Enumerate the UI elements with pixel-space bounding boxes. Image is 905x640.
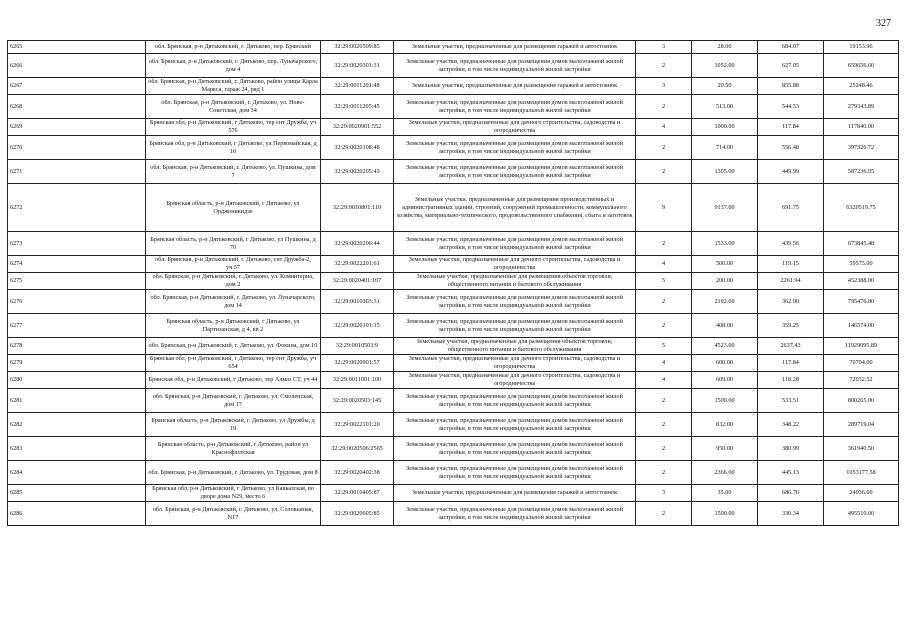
address-cell: Брянская область, р-н Дятьковский, г Дятьково, ул Пушкина, д 70 [146, 232, 321, 256]
row-id-cell: 6278 [8, 338, 146, 355]
table-row [8, 290, 899, 314]
table-row [8, 314, 899, 338]
row-id-cell: 6271 [8, 160, 146, 184]
cadastral-number-cell: 32:29:0020205:43 [321, 160, 394, 184]
unit-value-cell: 445.13 [758, 461, 824, 485]
row-id-cell: 6284 [8, 461, 146, 485]
cadastral-value-cell: 70704.00 [824, 355, 899, 372]
cadastral-number-cell: 32:29:0010405:87 [321, 485, 394, 502]
table-row [8, 355, 899, 372]
unit-value-cell: 686.76 [758, 485, 824, 502]
cadastral-number-cell: 32:29:0010801:110 [321, 184, 394, 232]
cadastral-value-cell: 279343.89 [824, 95, 899, 119]
cadastral-number-cell: 32:29:0020206:44 [321, 232, 394, 256]
land-use-cell: Земельные участки, предназначенные для размещения домов малоэтажной жилой застройки, в том числе индивидуальной жилой застройки [394, 502, 636, 526]
land-use-cell: Земельные участки, предназначенные для размещения домов малоэтажной жилой застройки, в том числе индивидуальной жилой застройки [394, 160, 636, 184]
group-cell: 3 [636, 78, 692, 95]
row-id-cell: 6277 [8, 314, 146, 338]
address-cell: обл. Брянская, р-н Дятьковский, г. Дятьково, пер. Луначарского, дом 4 [146, 54, 321, 78]
table-row [8, 95, 899, 119]
area-cell: 200.00 [692, 273, 758, 290]
row-id-cell: 6286 [8, 502, 146, 526]
cadastral-number-cell: 32:29:0022201:61 [321, 256, 394, 273]
cadastral-value-cell: 289719.04 [824, 413, 899, 437]
land-use-cell: Земельные участки, предназначенные для размещения домов малоэтажной жилой застройки, в том числе индивидуальной жилой застройки [394, 290, 636, 314]
address-cell: Брянская область, р-н Дятьковский, г Дятьково, ул Орджоникидзе [146, 184, 321, 232]
group-cell: 2 [636, 54, 692, 78]
cadastral-value-cell: 800265.00 [824, 389, 899, 413]
row-id-cell: 6280 [8, 372, 146, 389]
land-use-cell: Земельные участки, предназначенные для размещения производственных и административных зданий, строений, сооружений промышленности, коммунального хозяйства, материально-технического, продовольственного снабжения, сбыта и заготовок [394, 184, 636, 232]
unit-value-cell: 362.90 [758, 290, 824, 314]
cadastral-number-cell: 32:29:0020506:2565 [321, 437, 394, 461]
row-id-cell: 6265 [8, 41, 146, 54]
area-cell: 1533.00 [692, 232, 758, 256]
row-id-cell: 6267 [8, 78, 146, 95]
table-row [8, 41, 899, 54]
unit-value-cell: 855.88 [758, 78, 824, 95]
address-cell: обл. Брянская, р-н Дятьковский, г. Дятьково, ул. Смоленская, дом 17 [146, 389, 321, 413]
unit-value-cell: 439.56 [758, 232, 824, 256]
area-cell: 1000.00 [692, 119, 758, 136]
land-use-cell: Земельные участки, предназначенные для размещения домов малоэтажной жилой застройки, в том числе индивидуальной жилой застройки [394, 232, 636, 256]
area-cell: 1052.00 [692, 54, 758, 78]
unit-value-cell: 117.84 [758, 355, 824, 372]
cadastral-value-cell: 659656.60 [824, 54, 899, 78]
land-use-cell: Земельные участки, предназначенные для размещения объектов торговли, общественного питания и бытового обслуживания [394, 338, 636, 355]
cadastral-number-cell: 32:29:0011001:100 [321, 372, 394, 389]
land-use-cell: Земельные участки, предназначенные для размещения гаражей и автостоянок [394, 41, 636, 54]
area-cell: 9137.00 [692, 184, 758, 232]
land-use-cell: Земельные участки, предназначенные для дачного строительства, садоводства и огородничества [394, 372, 636, 389]
cadastral-number-cell: 32:29:0011201:48 [321, 78, 394, 95]
unit-value-cell: 117.84 [758, 119, 824, 136]
table-row [8, 338, 899, 355]
unit-value-cell: 684.07 [758, 41, 824, 54]
table-row [8, 485, 899, 502]
group-cell: 5 [636, 338, 692, 355]
table-row [8, 136, 899, 160]
cadastral-value-cell: 25248.46 [824, 78, 899, 95]
address-cell: обл. Брянская, р-н Дятьковский, г. Дятьково, пер. Брянский [146, 41, 321, 54]
cadastral-value-cell: 361940.50 [824, 437, 899, 461]
group-cell: 4 [636, 256, 692, 273]
land-use-cell: Земельные участки, предназначенные для размещения гаражей и автостоянок [394, 78, 636, 95]
area-cell: 513.00 [692, 95, 758, 119]
unit-value-cell: 627.05 [758, 54, 824, 78]
group-cell: 4 [636, 355, 692, 372]
address-cell: Брянская обл, р-н Дятьковский, г Дятьково, тер снт Дружба, уч 654 [146, 355, 321, 372]
row-id-cell: 6270 [8, 136, 146, 160]
cadastral-value-cell: 146574.00 [824, 314, 899, 338]
group-cell: 5 [636, 273, 692, 290]
cadastral-number-cell: 32:29:0022101:20 [321, 413, 394, 437]
row-id-cell: 6266 [8, 54, 146, 78]
table-row [8, 232, 899, 256]
land-use-cell: Земельные участки, предназначенные для размещения гаражей и автостоянок [394, 485, 636, 502]
table-row [8, 389, 899, 413]
unit-value-cell: 380.99 [758, 437, 824, 461]
row-id-cell: 6268 [8, 95, 146, 119]
address-cell: обл. Брянская, р-н Дятьковский, г. Дятьково, ул. Соловьиная, N17 [146, 502, 321, 526]
table-row [8, 78, 899, 95]
cadastral-number-cell: 32:29:0020605:85 [321, 502, 394, 526]
area-cell: 500.00 [692, 256, 758, 273]
address-cell: обл. Брянская, р-н Дятьковский, г. Дятьково, ул. Пушкина, дом 7 [146, 160, 321, 184]
land-use-cell: Земельные участки, предназначенные для дачного строительства, садоводства и огородничества [394, 355, 636, 372]
cadastral-value-cell: 495510.00 [824, 502, 899, 526]
land-use-cell: Земельные участки, предназначенные для размещения домов малоэтажной жилой застройки, в том числе индивидуальной жилой застройки [394, 437, 636, 461]
table-row [8, 372, 899, 389]
group-cell: 9 [636, 184, 692, 232]
cadastral-number-cell: 32:29:0011205:45 [321, 95, 394, 119]
row-id-cell: 6283 [8, 437, 146, 461]
table-row [8, 461, 899, 485]
address-cell: Брянская обл, р-н Дятьковский, г Дятьково, тер снт Дружба, уч 576 [146, 119, 321, 136]
unit-value-cell: 544.53 [758, 95, 824, 119]
cadastral-number-cell: 32:29:0020402:38 [321, 461, 394, 485]
address-cell: обл. Брянская, р-н Дятьковский, г. Дятьково, ул. Ново-Советская, дом 34 [146, 95, 321, 119]
unit-value-cell: 118.28 [758, 372, 824, 389]
land-use-cell: Земельные участки, предназначенные для дачного строительства, садоводства и огородничества [394, 119, 636, 136]
cadastral-value-cell: 673845.48 [824, 232, 899, 256]
address-cell: обл. Брянская, р-н Дятьковский, г. Дятьково, ул. Фокина, дом 10 [146, 338, 321, 355]
cadastral-number-cell: 32:29:0020301:31 [321, 54, 394, 78]
unit-value-cell: 330.34 [758, 502, 824, 526]
address-cell: Брянская область, р-н Дятьковский, г. Дятьково, ул Дружбы, д 19 [146, 413, 321, 437]
land-plot-table [7, 40, 899, 526]
cadastral-value-cell: 117840.00 [824, 119, 899, 136]
area-cell: 1500.00 [692, 389, 758, 413]
group-cell: 2 [636, 290, 692, 314]
unit-value-cell: 119.15 [758, 256, 824, 273]
row-id-cell: 6269 [8, 119, 146, 136]
area-cell: 950.00 [692, 437, 758, 461]
cadastral-number-cell: 32:29:0020901:552 [321, 119, 394, 136]
cadastral-number-cell: 32:29:0010503:9 [321, 338, 394, 355]
unit-value-cell: 533.51 [758, 389, 824, 413]
address-cell: обл. Брянская, р-н Дятьковский, г. Дятьково, снт Дружба-2, уч.57 [146, 256, 321, 273]
cadastral-number-cell: 32:29:0010303:31 [321, 290, 394, 314]
land-use-cell: Земельные участки, предназначенные для размещения домов малоэтажной жилой застройки, в том числе индивидуальной жилой застройки [394, 389, 636, 413]
cadastral-value-cell: 11929095.89 [824, 338, 899, 355]
group-cell: 3 [636, 41, 692, 54]
area-cell: 714.00 [692, 136, 758, 160]
area-cell: 1500.00 [692, 502, 758, 526]
row-id-cell: 6282 [8, 413, 146, 437]
land-use-cell: Земельные участки, предназначенные для размещения домов малоэтажной жилой застройки, в том числе индивидуальной жилой застройки [394, 413, 636, 437]
row-id-cell: 6273 [8, 232, 146, 256]
group-cell: 2 [636, 136, 692, 160]
address-cell: Брянская область, р-н Дятьковский, г Дятьково, ул Партизанская, д 4, кв 2 [146, 314, 321, 338]
address-cell: Брянская обл, р-н Дятьковский, г Дятьково, ул Первомайская, д 10 [146, 136, 321, 160]
address-cell: Брянская область, р-н Дятьковский, г Дятьково, район ул Краснофлотская [146, 437, 321, 461]
land-use-cell: Земельные участки, предназначенные для размещения домов малоэтажной жилой застройки, в том числе индивидуальной жилой застройки [394, 314, 636, 338]
land-use-cell: Земельные участки, предназначенные для размещения домов малоэтажной жилой застройки, в том числе индивидуальной жилой застройки [394, 461, 636, 485]
unit-value-cell: 691.75 [758, 184, 824, 232]
address-cell: обл. Брянская, р-н Дятьковский, г. Дятьково, ул. Коминтерна, дом 2 [146, 273, 321, 290]
area-cell: 29.50 [692, 78, 758, 95]
group-cell: 4 [636, 372, 692, 389]
area-cell: 600.00 [692, 355, 758, 372]
land-use-cell: Земельные участки, предназначенные для размещения объектов торговли, общественного питания и бытового обслуживания [394, 273, 636, 290]
area-cell: 4523.00 [692, 338, 758, 355]
cadastral-value-cell: 24036.60 [824, 485, 899, 502]
table-row [8, 54, 899, 78]
area-cell: 2192.00 [692, 290, 758, 314]
unit-value-cell: 449.99 [758, 160, 824, 184]
group-cell: 2 [636, 502, 692, 526]
address-cell: Брянская обл, р-н Дятьковский, г Дятьково, ул Кавказская, во дворе дома N29, место 6 [146, 485, 321, 502]
cadastral-number-cell: 32:29:0020503:145 [321, 389, 394, 413]
group-cell: 2 [636, 160, 692, 184]
cadastral-value-cell: 1053177.58 [824, 461, 899, 485]
table-row [8, 119, 899, 136]
area-cell: 28.00 [692, 41, 758, 54]
table-row [8, 256, 899, 273]
area-cell: 35.00 [692, 485, 758, 502]
cadastral-number-cell: 32:29:0020108:48 [321, 136, 394, 160]
unit-value-cell: 359.25 [758, 314, 824, 338]
group-cell: 2 [636, 314, 692, 338]
cadastral-value-cell: 19153.96 [824, 41, 899, 54]
table-row [8, 413, 899, 437]
unit-value-cell: 556.48 [758, 136, 824, 160]
unit-value-cell: 348.22 [758, 413, 824, 437]
row-id-cell: 6275 [8, 273, 146, 290]
group-cell: 3 [636, 485, 692, 502]
cadastral-number-cell: 32:29:0020901:57 [321, 355, 394, 372]
table-row [8, 160, 899, 184]
group-cell: 2 [636, 413, 692, 437]
table-row [8, 273, 899, 290]
land-use-cell: Земельные участки, предназначенные для дачного строительства, садоводства и огородничества [394, 256, 636, 273]
group-cell: 2 [636, 95, 692, 119]
row-id-cell: 6279 [8, 355, 146, 372]
cadastral-value-cell: 587236.95 [824, 160, 899, 184]
group-cell: 2 [636, 461, 692, 485]
row-id-cell: 6276 [8, 290, 146, 314]
land-use-cell: Земельные участки, предназначенные для размещения домов малоэтажной жилой застройки, в том числе индивидуальной жилой застройки [394, 54, 636, 78]
cadastral-value-cell: 795476.80 [824, 290, 899, 314]
cadastral-value-cell: 72032.52 [824, 372, 899, 389]
address-cell: обл. Брянская, р-н Дятьковский, г. Дятьково, ул. Луначарского, дом 14 [146, 290, 321, 314]
group-cell: 2 [636, 437, 692, 461]
address-cell: обл. Брянская, р-н Дятьковский, г. Дятьково, район улицы Карла Маркса, гараж 24, ряд 1 [146, 78, 321, 95]
cadastral-number-cell: 32:29:0020509:85 [321, 41, 394, 54]
row-id-cell: 6285 [8, 485, 146, 502]
group-cell: 2 [636, 232, 692, 256]
unit-value-cell: 2261.94 [758, 273, 824, 290]
area-cell: 2366.00 [692, 461, 758, 485]
cadastral-value-cell: 397326.72 [824, 136, 899, 160]
area-cell: 1305.00 [692, 160, 758, 184]
area-cell: 408.00 [692, 314, 758, 338]
address-cell: обл. Брянская, р-н Дятьковский, г. Дятьково, ул. Трудовая, дом 8 [146, 461, 321, 485]
address-cell: Брянская обл, р-н Дятьковский, г Дятьково, тер Алмаз СТ, уч 44 [146, 372, 321, 389]
cadastral-value-cell: 6320519.75 [824, 184, 899, 232]
table-row [8, 437, 899, 461]
land-use-cell: Земельные участки, предназначенные для размещения домов малоэтажной жилой застройки, в том числе индивидуальной жилой застройки [394, 95, 636, 119]
cadastral-number-cell: 32:29:0020401:107 [321, 273, 394, 290]
unit-value-cell: 2637.43 [758, 338, 824, 355]
area-cell: 832.00 [692, 413, 758, 437]
row-id-cell: 6274 [8, 256, 146, 273]
row-id-cell: 6272 [8, 184, 146, 232]
table-row [8, 502, 899, 526]
table-row [8, 184, 899, 232]
page-number: 327 [876, 18, 891, 29]
cadastral-value-cell: 452388.00 [824, 273, 899, 290]
cadastral-value-cell: 59575.00 [824, 256, 899, 273]
land-use-cell: Земельные участки, предназначенные для размещения домов малоэтажной жилой застройки, в том числе индивидуальной жилой застройки [394, 136, 636, 160]
cadastral-number-cell: 32:29:0020101:15 [321, 314, 394, 338]
group-cell: 4 [636, 119, 692, 136]
table-body [8, 41, 899, 526]
row-id-cell: 6281 [8, 389, 146, 413]
group-cell: 2 [636, 389, 692, 413]
area-cell: 609.00 [692, 372, 758, 389]
